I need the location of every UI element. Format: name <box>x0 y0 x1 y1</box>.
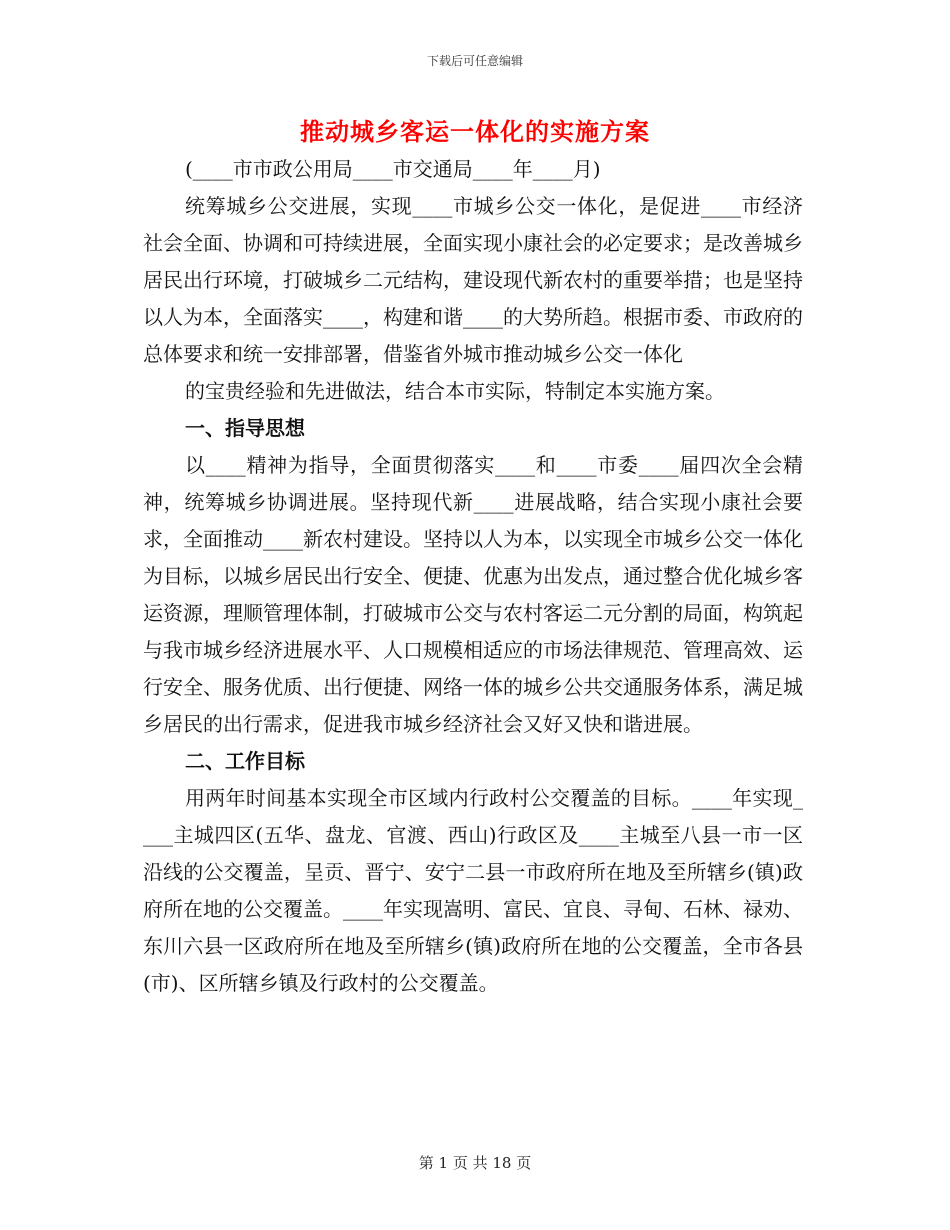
header-note: 下载后可任意编辑 <box>426 54 523 68</box>
intro-paragraph: 统筹城乡公交进展，实现____市城乡公交一体化，是促进____市经济社会全面、协调和可持续进展，全面实现小康社会的必定要求；是改善城乡居民出行环境，打破城乡二元结构，建设现代新农村的重要举措；也是坚持以人为本，全面落实____，构建和谐____的大势所趋。根据市委、市政府的总体要求和统一安排部署，借鉴省外城市推动城乡公交一体化 <box>143 194 803 366</box>
document-title: 推动城乡客运一体化的实施方案 <box>300 117 650 146</box>
section-body-work-goals: 用两年时间基本实现全市区域内行政村公交覆盖的目标。____年实现____主城四区(五华、盘龙、官渡、西山)行政区及____主城至八县一市一区沿线的公交覆盖，呈贡、晋宁、安宁二县一市政府所在地及至所辖乡(镇)政府所在地的公交覆盖。____年实现嵩明、富民、宜良、寻甸、石林、禄劝、东川六县一区政府所在地及至所辖乡(镇)政府所在地的公交覆盖，全市各县(市)、区所辖乡镇及行政村的公交覆盖。 <box>143 786 803 995</box>
document-body <box>143 151 803 1002</box>
section-heading-guiding-ideology: 一、指导思想 <box>185 416 305 440</box>
section-body-guiding-ideology: 以____精神为指导，全面贯彻落实____和____市委____届四次全会精神，统筹城乡协调进展。坚持现代新____进展战略，结合实现小康社会要求，全面推动____新农村建设。坚持以人为本，以实现全市城乡公交一体化为目标，以城乡居民出行安全、便捷、优惠为出发点，通过整合优化城乡客运资源，理顺管理体制，打破城市公交与农村客运二元分割的局面，构筑起与我市城乡经济进展水平、人口规模相适应的市场法律规范、管理高效、运行安全、服务优质、出行便捷、网络一体的城乡公共交通服务体系，满足城乡居民的出行需求，促进我市城乡经济社会又好又快和谐进展。 <box>143 453 803 736</box>
page-footer: 第 1 页 共 18 页 <box>418 1154 532 1172</box>
subtitle-line: (____市市政公用局____市交通局____年____月) <box>185 157 601 181</box>
intro-paragraph-continued: 的宝贵经验和先进做法，结合本市实际，特制定本实施方案。 <box>185 379 725 403</box>
section-heading-work-goals: 二、工作目标 <box>185 749 305 773</box>
